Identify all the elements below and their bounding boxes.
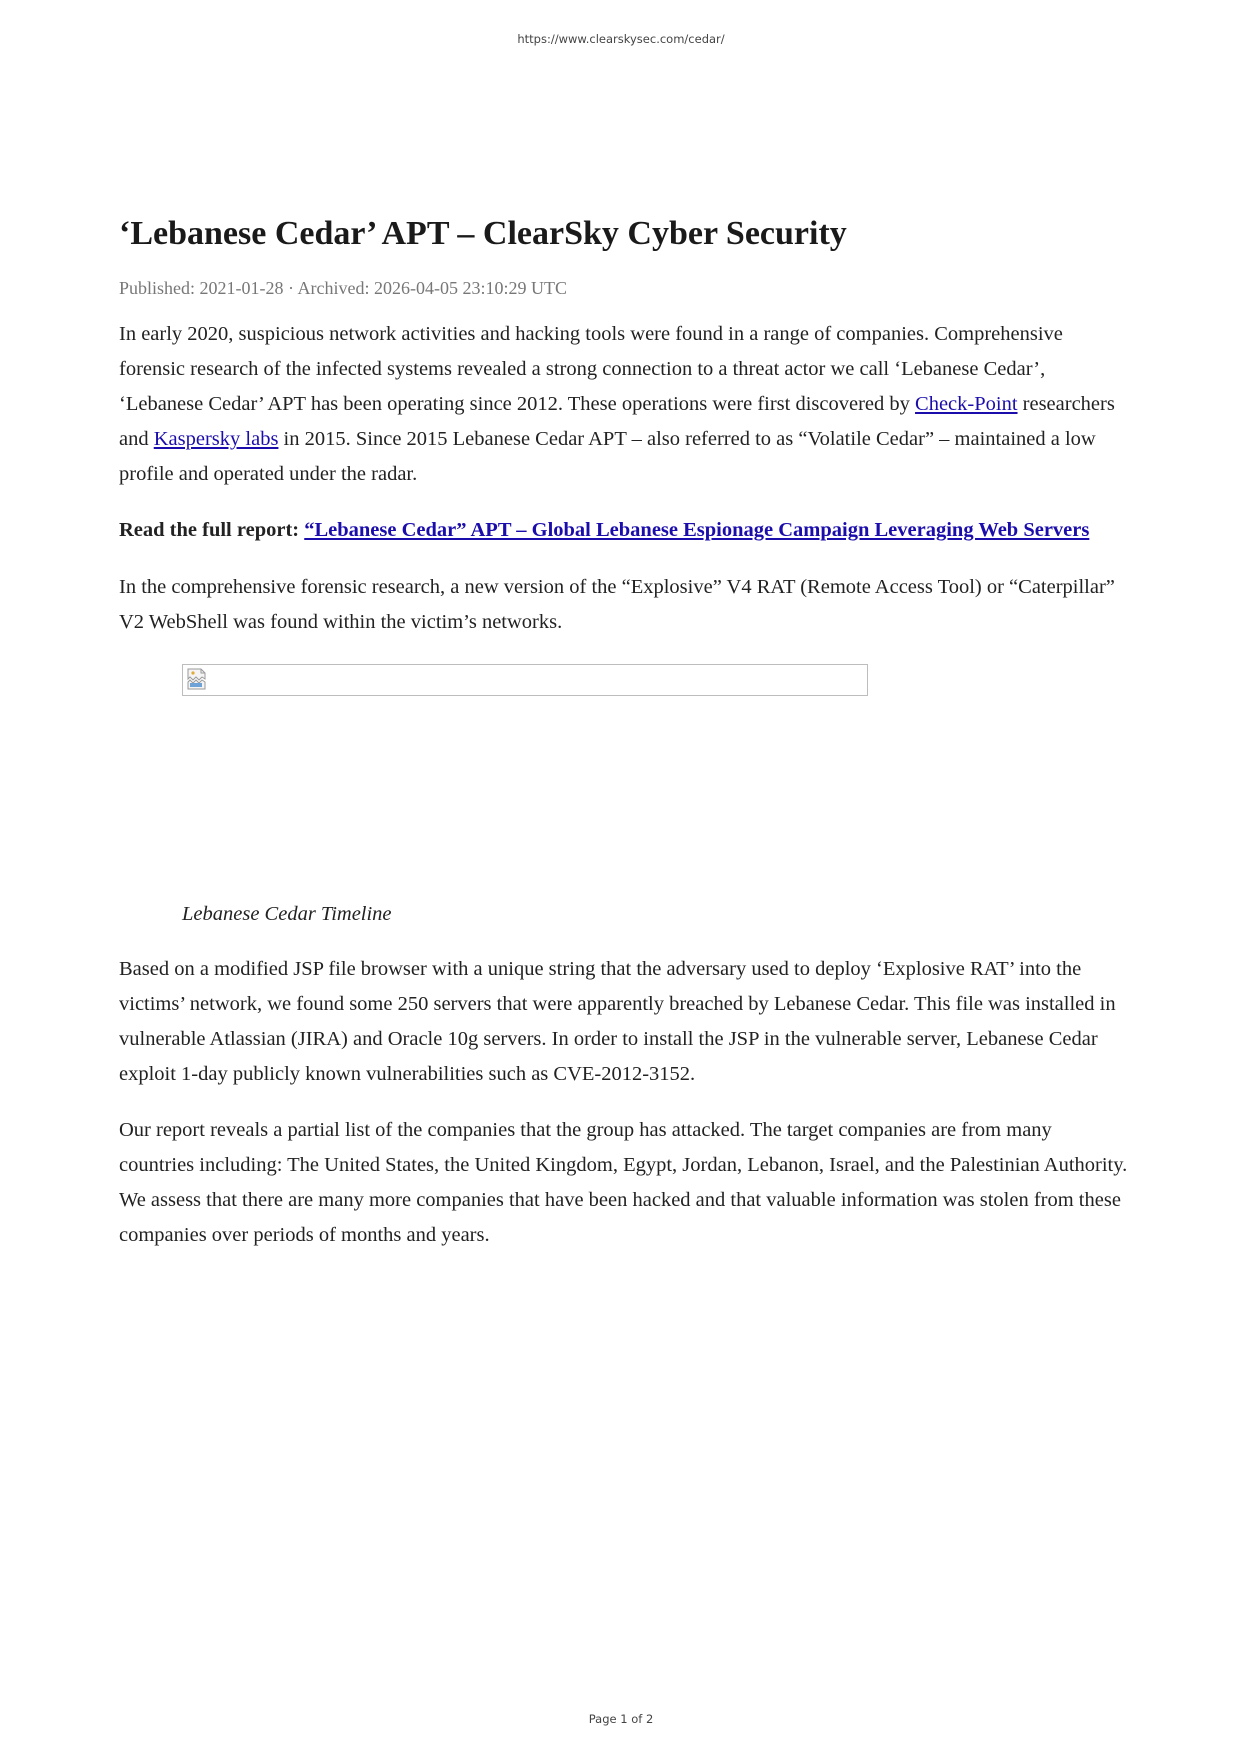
full-report-link[interactable] <box>304 519 1089 541</box>
page-url: https://www.clearskysec.com/cedar/ <box>517 32 725 46</box>
full-report-paragraph <box>119 513 1129 548</box>
article <box>119 212 1129 1253</box>
full-report-label: Read the full report: <box>119 519 305 541</box>
intro-text-b: researchers and <box>119 393 1115 450</box>
article-meta: Published: 2021-01-28 · Archived: 2026-04-05 23:10:29 UTC <box>119 278 567 298</box>
kaspersky-link[interactable]: Kaspersky labs <box>153 428 279 450</box>
broken-image-icon <box>185 667 209 691</box>
full-report-link-text: “Lebanese Cedar” APT – Global Lebanese Espionage Campaign Leveraging Web Servers <box>304 519 1090 541</box>
figure-spacer <box>182 696 868 900</box>
page-number: Page 1 of 2 <box>588 1712 654 1726</box>
intro-paragraph <box>119 317 1129 492</box>
timeline-figure <box>182 664 868 928</box>
research-paragraph: In the comprehensive forensic research, a new version of the “Explosive” V4 RAT (Remote Access Tool) or “Caterpillar” V2 WebShell was found within the victim’s networks. <box>119 576 1115 633</box>
timeline-image <box>182 664 868 696</box>
jsp-paragraph: Based on a modified JSP file browser with a unique string that the adversary used to deploy ‘Explosive RAT’ into the victims’ network, we found some 250 servers that were apparently breached by Lebanese Cedar. This file was installed in vulnerable Atlassian (JIRA) and Oracle 10g servers. In order to install the JSP in the vulnerable server, Lebanese Cedar exploit 1-day publicly known vulnerabilities such as CVE-2012-3152. <box>119 958 1116 1085</box>
figure-caption: Lebanese Cedar Timeline <box>182 903 392 925</box>
article-title: ‘Lebanese Cedar’ APT – ClearSky Cyber Security <box>119 215 847 252</box>
intro-text-a: In early 2020, suspicious network activities and hacking tools were found in a range of companies. Comprehensive forensic research of the infected systems revealed a strong connection to a threat actor we call ‘Lebanese Cedar’, ‘Lebanese Cedar’ APT has been operating since 2012. These operations were first discovered by <box>119 323 1063 415</box>
intro-text-c: in 2015. Since 2015 Lebanese Cedar APT – also referred to as “Volatile Cedar” – maintained a low profile and operated under the radar. <box>119 428 1096 485</box>
targets-paragraph: Our report reveals a partial list of the companies that the group has attacked. The target companies are from many countries including: The United States, the United Kingdom, Egypt, Jordan, Lebanon, Israel, and the Palestinian Authority. We assess that there are many more companies that have been hacked and that valuable information was stolen from these companies over periods of months and years. <box>119 1119 1128 1246</box>
checkpoint-link[interactable]: Check-Point <box>915 393 1018 415</box>
